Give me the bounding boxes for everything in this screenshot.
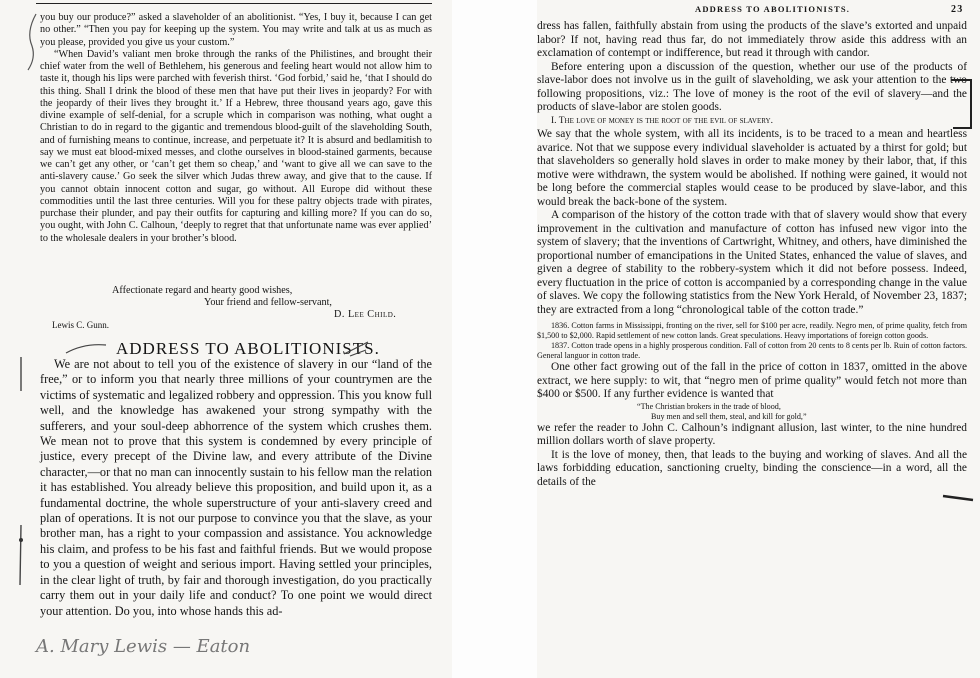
top-rule [36, 3, 432, 4]
paragraph: A comparison of the history of the cotton trade with that of slavery would show that every improvement in the cultivation and manufacture of cotton has infused new vigor into the system of slavery; that the inventions of Cartwright, Whitney, and others, have diminished the proportional number of emancipations in the United States, enhanced the value of slaves, and given a degree of stability to the robbery-system which it did not before possess. Indeed, every fluctuation in the price of cotton is accompanied by a corresponding change in the value of slaves. We copy the following statistics from the New York Herald, of November 23, 1837; they are extracted from a long “chronological table of the cotton trade.” [537, 209, 967, 316]
addressee: Lewis C. Gunn. [52, 320, 109, 330]
paragraph: dress has fallen, faithfully abstain from using the products of the slave’s extorted and unpaid labor? If not, having read thus far, do not immediately throw aside this address with an exclamation of contempt or indifference, but read it through with candor. [537, 20, 967, 59]
address-paragraph: We are not about to tell you of the existence of slavery in our “land of the free,” or to inform you that nearly three millions of your countrymen are the victims of systematic and legalized robbery and oppression. This you know full well, and the knowledge has awakened your strong sympathy with the sufferers, and your soul-deep abhorrence of the system which crushes them. We mean not to prove that this system is condemned by every principle of justice, every precept of the Divine law, and every attribute of the Divine character,—or that no man can innocently sustain to his fellow man the relation it has established. You already believe this proposition, and build upon it, as a fundamental doctrine, the whole superstructure of your anti-slavery creed and plan of operations. It is not our purpose to convince you that the slave, as your brother man, has a right to your compassion and assistance. You acknowledge his claim, and profess to be his fast and faithful friends. But we would propose to you a question of weight and serious import. Having settled your principles, in the clear light of truth, by fair and thorough investigation, do you practically carry them out in your daily life and conduct? To one point we would direct your attention. Do you, into whose hands this ad- [40, 357, 432, 618]
verse-line: “The Christian brokers in the trade of blood, [637, 401, 781, 411]
paragraph: We say that the whole system, with all its incidents, is to be traced to a mean and heartless avarice. Not that we suppose every individual slaveholder is actuated by a thirst for gold; but that slaveholders so generally hold slaves in order to make money by their labor, that, if this motive were withdrawn, the system would be abolished. If nothing were gained, it would not be long before the commercial staples would cease to be produced by slave-labor, and this would break the back-bone of the system. [537, 128, 967, 208]
letter-paragraph: you buy our produce?” asked a slaveholder of an abolitionist. “Yes, I buy it, because I can get no other.” “Then you pay for keeping up the system. You may write and talk at us as much as you please, provided you give us your custom.” [40, 12, 432, 48]
signature: D. Lee Child. [334, 309, 397, 320]
closing-line: Your friend and fellow-servant, [204, 297, 332, 308]
paragraph: One other fact growing out of the fall in the price of cotton in 1837, omitted in the above extract, we here supply: to wit, that “negro men of prime quality” would fetch not more than $400 or $500. If any further evidence is wanted that [537, 361, 967, 400]
right-text [537, 20, 967, 489]
section-title: ADDRESS TO ABOLITIONISTS. [116, 339, 380, 358]
page-number: 23 [951, 4, 964, 15]
pencil-stroke [342, 338, 372, 358]
verse-line: Buy men and sell them, steal, and kill for gold,” [651, 411, 807, 421]
letter-paragraph: “When David’s valiant men broke through the ranks of the Philistines, and brought their chief water from the well of Bethlehem, his generous and feeling heart would not allow him to taste it, though his lips were parched with feverish thirst. ‘God forbid,’ said he, ‘that I should do this thing. Shall I drink the blood of these men that have put their lives in jeopardy? For with the jeopardy of their lives they brought it.’ If a Hebrew, three thousand years ago, gave this divine example of self-denial, for a scruple which in comparison was nothing, what ought a Christian to do in regard to the gigantic and tremendous blood-guilt of the slaveholding South, and of furnishing means to continue, increase, and perpetuate it? It is absurd and bedlamitish to say we must eat blood-mixed messes, and clothe ourselves in blood-stained garments, because we can’t get any other, or ‘can’t get them so cheap,’ and ‘want to give all we can save to the anti-slavery cause.’ Go seek the silver which Judas threw away, and give that to the cause. If you cannot obtain innocent cotton and sugar, go without. All Europe did without these commodities until the last three centuries. Will you for these paltry objects trade with pirates, purchase their plunder, and pay their outfits for capturing and killing more? If you can do so, you ought, with John C. Calhoun, ‘deeply to regret that that unfortunate name was ever applied’ to the wholesale dealers in your brother’s blood. [40, 48, 432, 244]
handwritten-annotation: A. Mary Lewis — Eaton [36, 636, 251, 657]
paragraph: Before entering upon a discussion of the question, whether our use of the products of slave-labor does not involve us in the guilt of slaveholding, we ask your attention to the two following propositions, viz.: The love of money is the root of the evil of slavery—and the products of slave-labor are stolen goods. [537, 60, 967, 113]
right-page [537, 0, 980, 678]
margin-line-mark [14, 355, 28, 595]
proposition-heading: I. The love of money is the root of the evil of slavery. [551, 115, 773, 126]
pencil-stroke [941, 486, 977, 506]
pencil-stroke [64, 341, 108, 355]
paragraph: It is the love of money, then, that leads to the buying and working of slaves. And all the laws forbidding education, sanctioning cruelty, binding the conscience—in a word, all the details of the [537, 448, 967, 488]
letter-text [40, 12, 432, 245]
running-head: ADDRESS TO ABOLITIONISTS. [695, 4, 851, 14]
margin-bracket-mark [947, 76, 977, 132]
closing-line: Affectionate regard and hearty good wishes, [112, 285, 293, 296]
statistics-note: 1837. Cotton trade opens in a highly prosperous condition. Fall of cotton from 20 cents to 8 cents per lb. Ruin of cotton factors. General languor in cotton trade. [537, 341, 967, 360]
margin-bracket-mark [22, 12, 42, 72]
statistics-note: 1836. Cotton farms in Mississippi, fronting on the river, sell for $100 per acre, readily. Negro men, of prime quality, fetch from $1,500 to $2,000. Rapid settlement of new cotton lands. Great speculations. Heavy importations of foreign cotton goods. [537, 321, 967, 340]
book-gutter [452, 0, 537, 678]
paragraph: we refer the reader to John C. Calhoun’s indignant allusion, last winter, to the nine hundred million dollars worth of slave property. [537, 421, 967, 447]
left-page [0, 0, 452, 678]
address-text [40, 357, 432, 619]
